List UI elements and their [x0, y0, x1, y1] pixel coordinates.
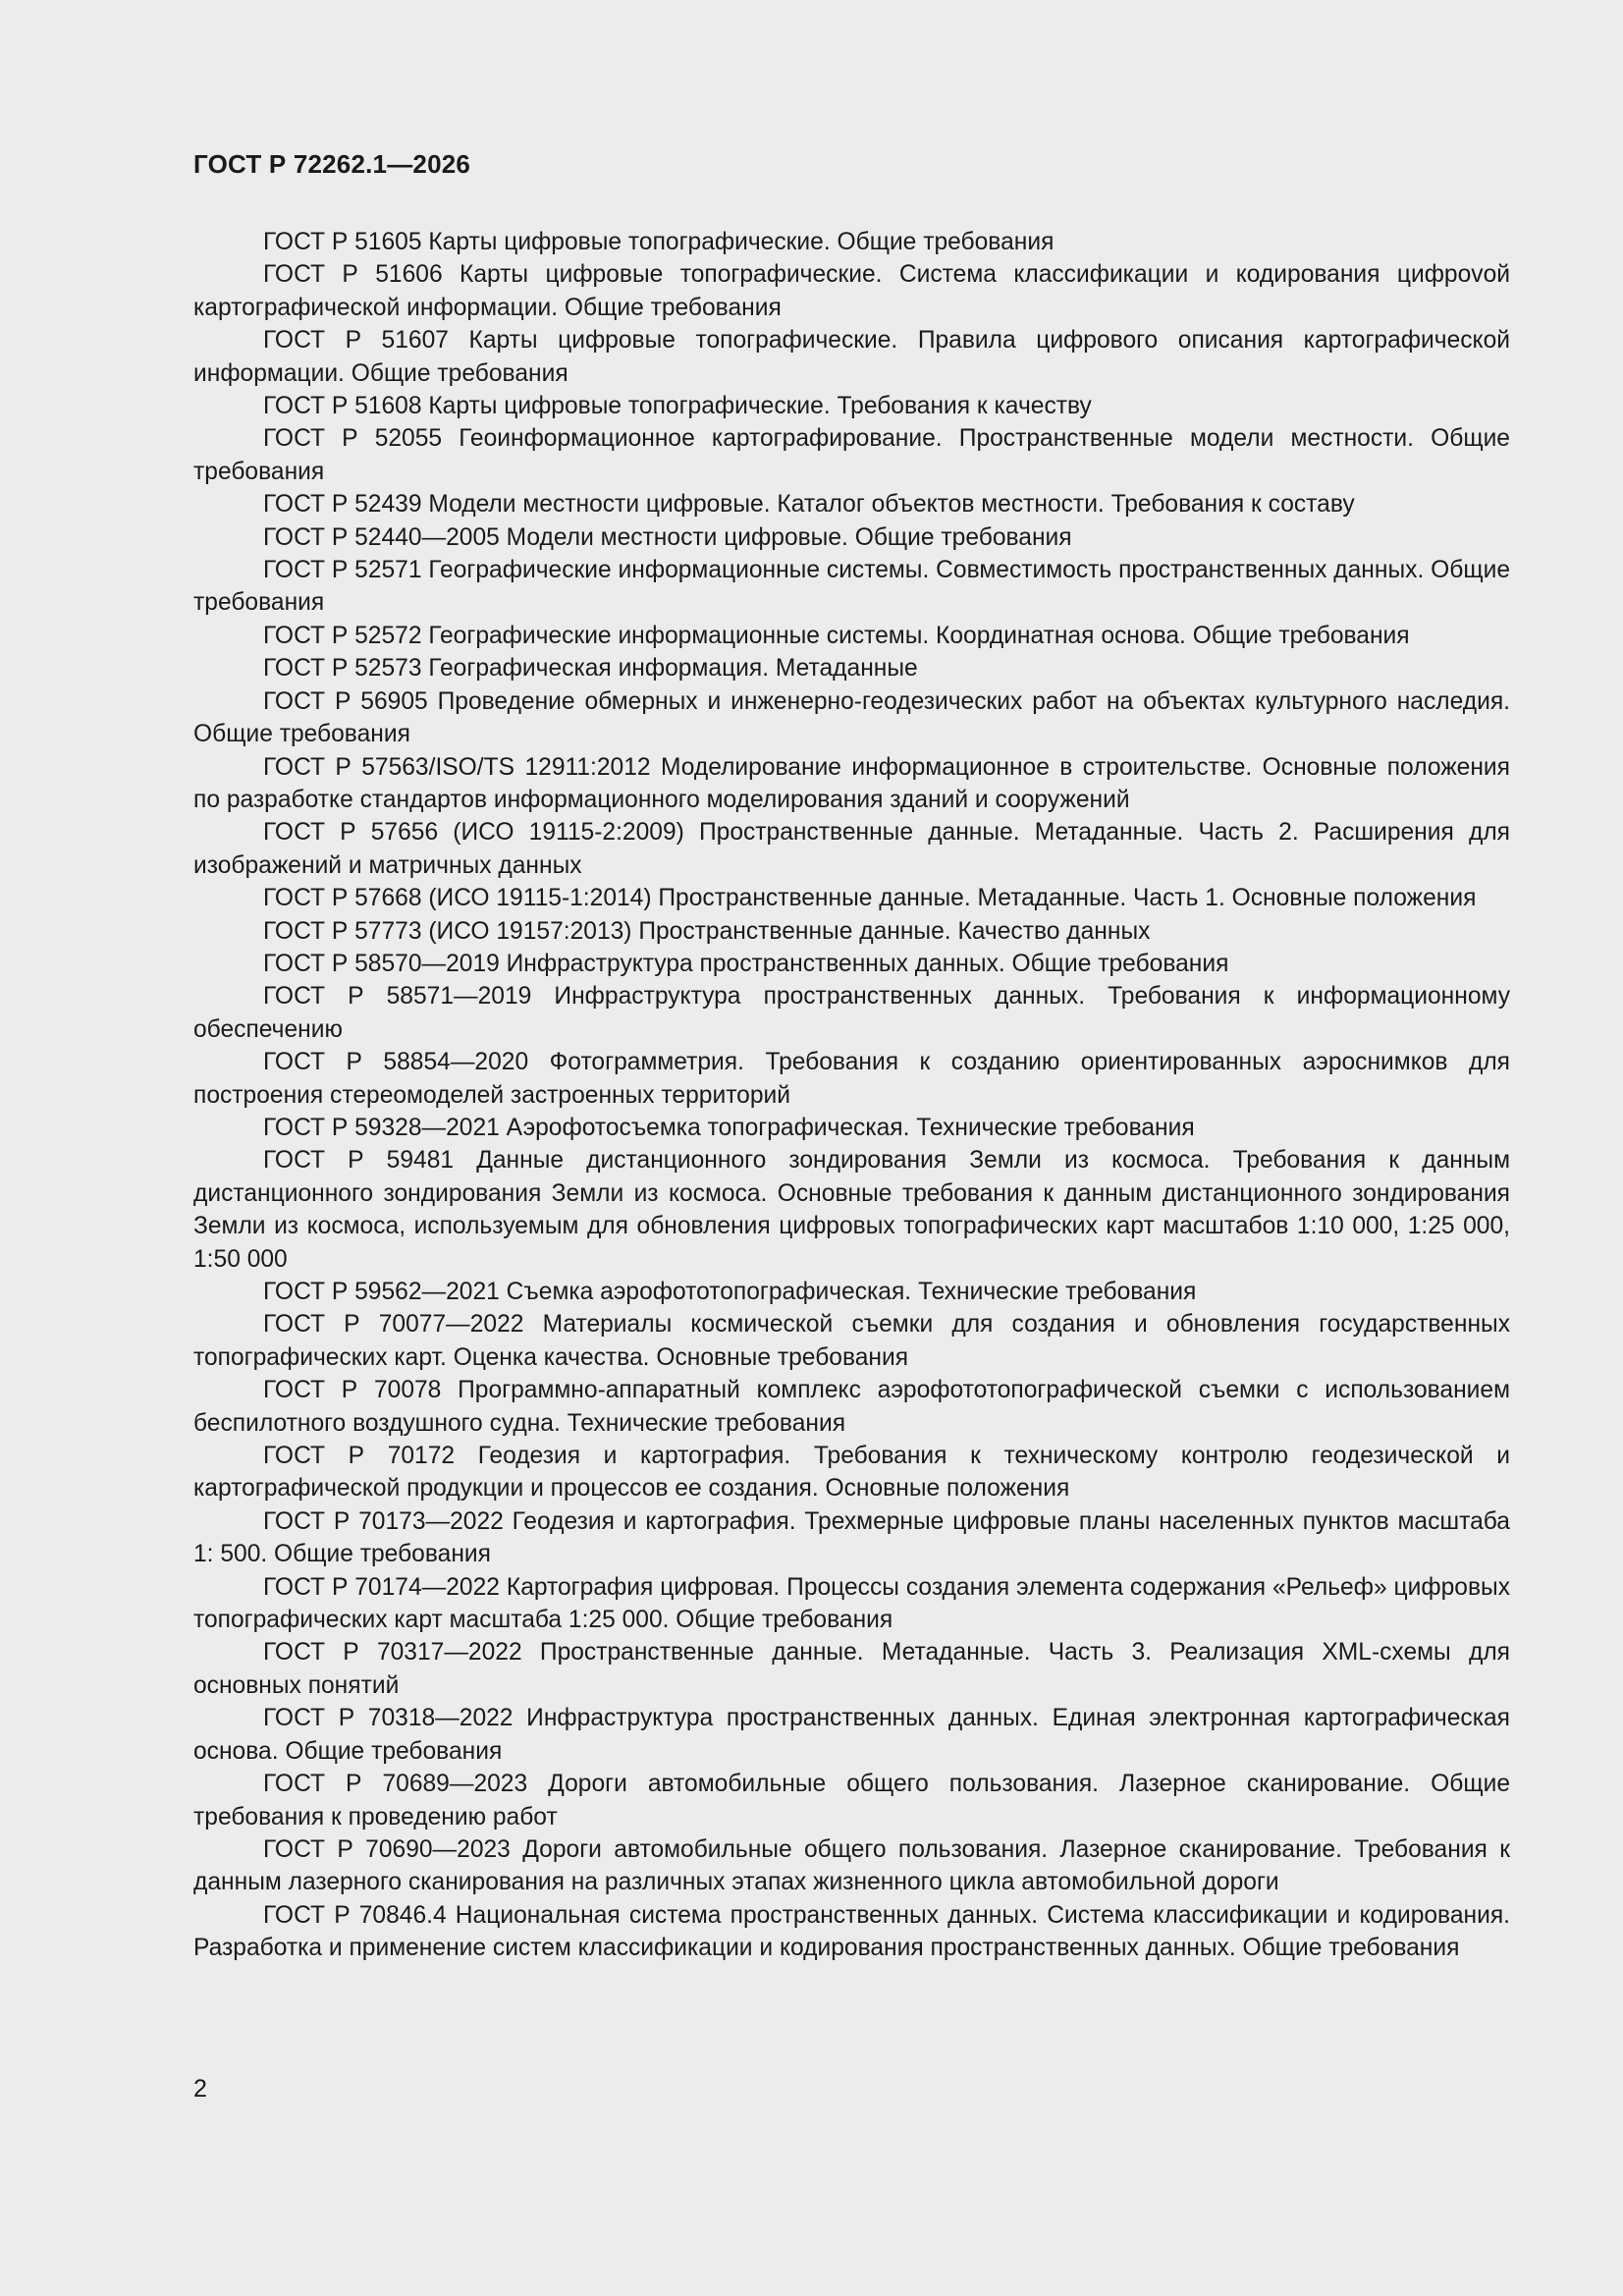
page-number: 2 [193, 2075, 207, 2103]
reference-item: ГОСТ Р 51605 Карты цифровые топографические. Общие требования [263, 229, 1055, 255]
reference-item: ГОСТ Р 58571—2019 Инфраструктура пространственных данных. Требования к информационному обеспечению [193, 983, 1510, 1043]
reference-item: ГОСТ Р 70318—2022 Инфраструктура пространственных данных. Единая электронная картографическая основа. Общие требования [193, 1705, 1510, 1765]
reference-item: ГОСТ Р 52055 Геоинформационное картографирование. Пространственные модели местности. Общие требования [193, 425, 1510, 485]
reference-item: ГОСТ Р 58854—2020 Фотограмметрия. Требования к созданию ориентированных аэроснимков для построения стереомоделей застроенных территорий [193, 1049, 1510, 1109]
document-header: ГОСТ Р 72262.1—2026 [193, 149, 471, 179]
reference-item: ГОСТ Р 57563/ISO/TS 12911:2012 Моделирование информационное в строительстве. Основные положения по разработке стандартов информационного моделирования зданий и сооружений [193, 753, 1510, 813]
reference-item: ГОСТ Р 52573 Географическая информация. Метаданные [263, 655, 918, 683]
reference-item: ГОСТ Р 70690—2023 Дороги автомобильные общего пользования. Лазерное сканирование. Требования к данным лазерного сканирования на различных этапах жизненного цикла автомобильной дороги [193, 1835, 1510, 1896]
reference-item: ГОСТ Р 51606 Карты цифровые топографические. Система классификации и кодирования цифроvой картографической информации. Общие требования [193, 261, 1510, 321]
reference-item: ГОСТ Р 59481 Данные дистанционного зондирования Земли из космоса. Требования к данным дистанционного зондирования Земли из космоса. Основные требования к данным дистанционного зондирования Земли из космоса, используемым для обновления цифровых топографических карт масштабов 1:10 000, 1:25 000, 1:50 000 [193, 1147, 1510, 1273]
reference-item: ГОСТ Р 70173—2022 Геодезия и картография. Трехмерные цифровые планы населенных пунктов масштаба 1: 500. Общие требования [193, 1507, 1510, 1568]
reference-item: ГОСТ Р 51607 Карты цифровые топографические. Правила цифрового описания картографической информации. Общие требования [193, 327, 1510, 387]
reference-item: ГОСТ Р 57656 (ИСО 19115-2:2009) Пространственные данные. Метаданные. Часть 2. Расширения для изображений и матричных данных [193, 819, 1510, 879]
reference-item: ГОСТ Р 57668 (ИСО 19115-1:2014) Пространственные данные. Метаданные. Часть 1. Основные положения [263, 885, 1477, 912]
reference-item: ГОСТ Р 70317—2022 Пространственные данные. Метаданные. Часть 3. Реализация XML-схемы для основных понятий [193, 1639, 1510, 1699]
reference-item: ГОСТ Р 70689—2023 Дороги автомобильные общего пользования. Лазерное сканирование. Общие требования к проведению работ [193, 1771, 1510, 1831]
reference-item: ГОСТ Р 52572 Географические информационные системы. Координатная основа. Общие требования [263, 622, 1410, 649]
references-list [193, 226, 1510, 1965]
reference-item: ГОСТ Р 52571 Географические информационные системы. Совместимость пространственных данных. Общие требования [193, 557, 1510, 617]
reference-item: ГОСТ Р 70174—2022 Картография цифровая. Процессы создания элемента содержания «Рельеф» цифровых топографических карт масштаба 1:25 000. Общие требования [193, 1573, 1510, 1634]
reference-item: ГОСТ Р 59562—2021 Съемка аэрофототопографическая. Технические требования [263, 1279, 1197, 1305]
reference-item: ГОСТ Р 59328—2021 Аэрофотосъемка топографическая. Технические требования [263, 1114, 1195, 1141]
reference-item: ГОСТ Р 52440—2005 Модели местности цифровые. Общие требования [263, 523, 1072, 551]
reference-item: ГОСТ Р 70846.4 Национальная система пространственных данных. Система классификации и кодирования. Разработка и применение систем классификации и кодирования пространственных данных. Общие требования [193, 1901, 1510, 1962]
reference-item: ГОСТ Р 70078 Программно-аппаратный комплекс аэрофототопографической съемки с использованием беспилотного воздушного судна. Технические требования [193, 1377, 1510, 1437]
reference-item: ГОСТ Р 52439 Модели местности цифровые. Каталог объектов местности. Требования к составу [263, 491, 1355, 519]
reference-item: ГОСТ Р 56905 Проведение обмерных и инженерно-геодезических работ на объектах культурного наследия. Общие требования [193, 687, 1510, 748]
reference-item: ГОСТ Р 58570—2019 Инфраструктура пространственных данных. Общие требования [263, 950, 1229, 977]
reference-item: ГОСТ Р 70077—2022 Материалы космической съемки для создания и обновления государственных топографических карт. Оценка качества. Основные требования [193, 1311, 1510, 1371]
reference-item: ГОСТ Р 57773 (ИСО 19157:2013) Пространственные данные. Качество данных [263, 917, 1151, 945]
reference-item: ГОСТ Р 70172 Геодезия и картография. Требования к техническому контролю геодезической и картографической продукции и процессов ее создания. Основные положения [193, 1443, 1510, 1503]
reference-item: ГОСТ Р 51608 Карты цифровые топографические. Требования к качеству [263, 393, 1092, 420]
